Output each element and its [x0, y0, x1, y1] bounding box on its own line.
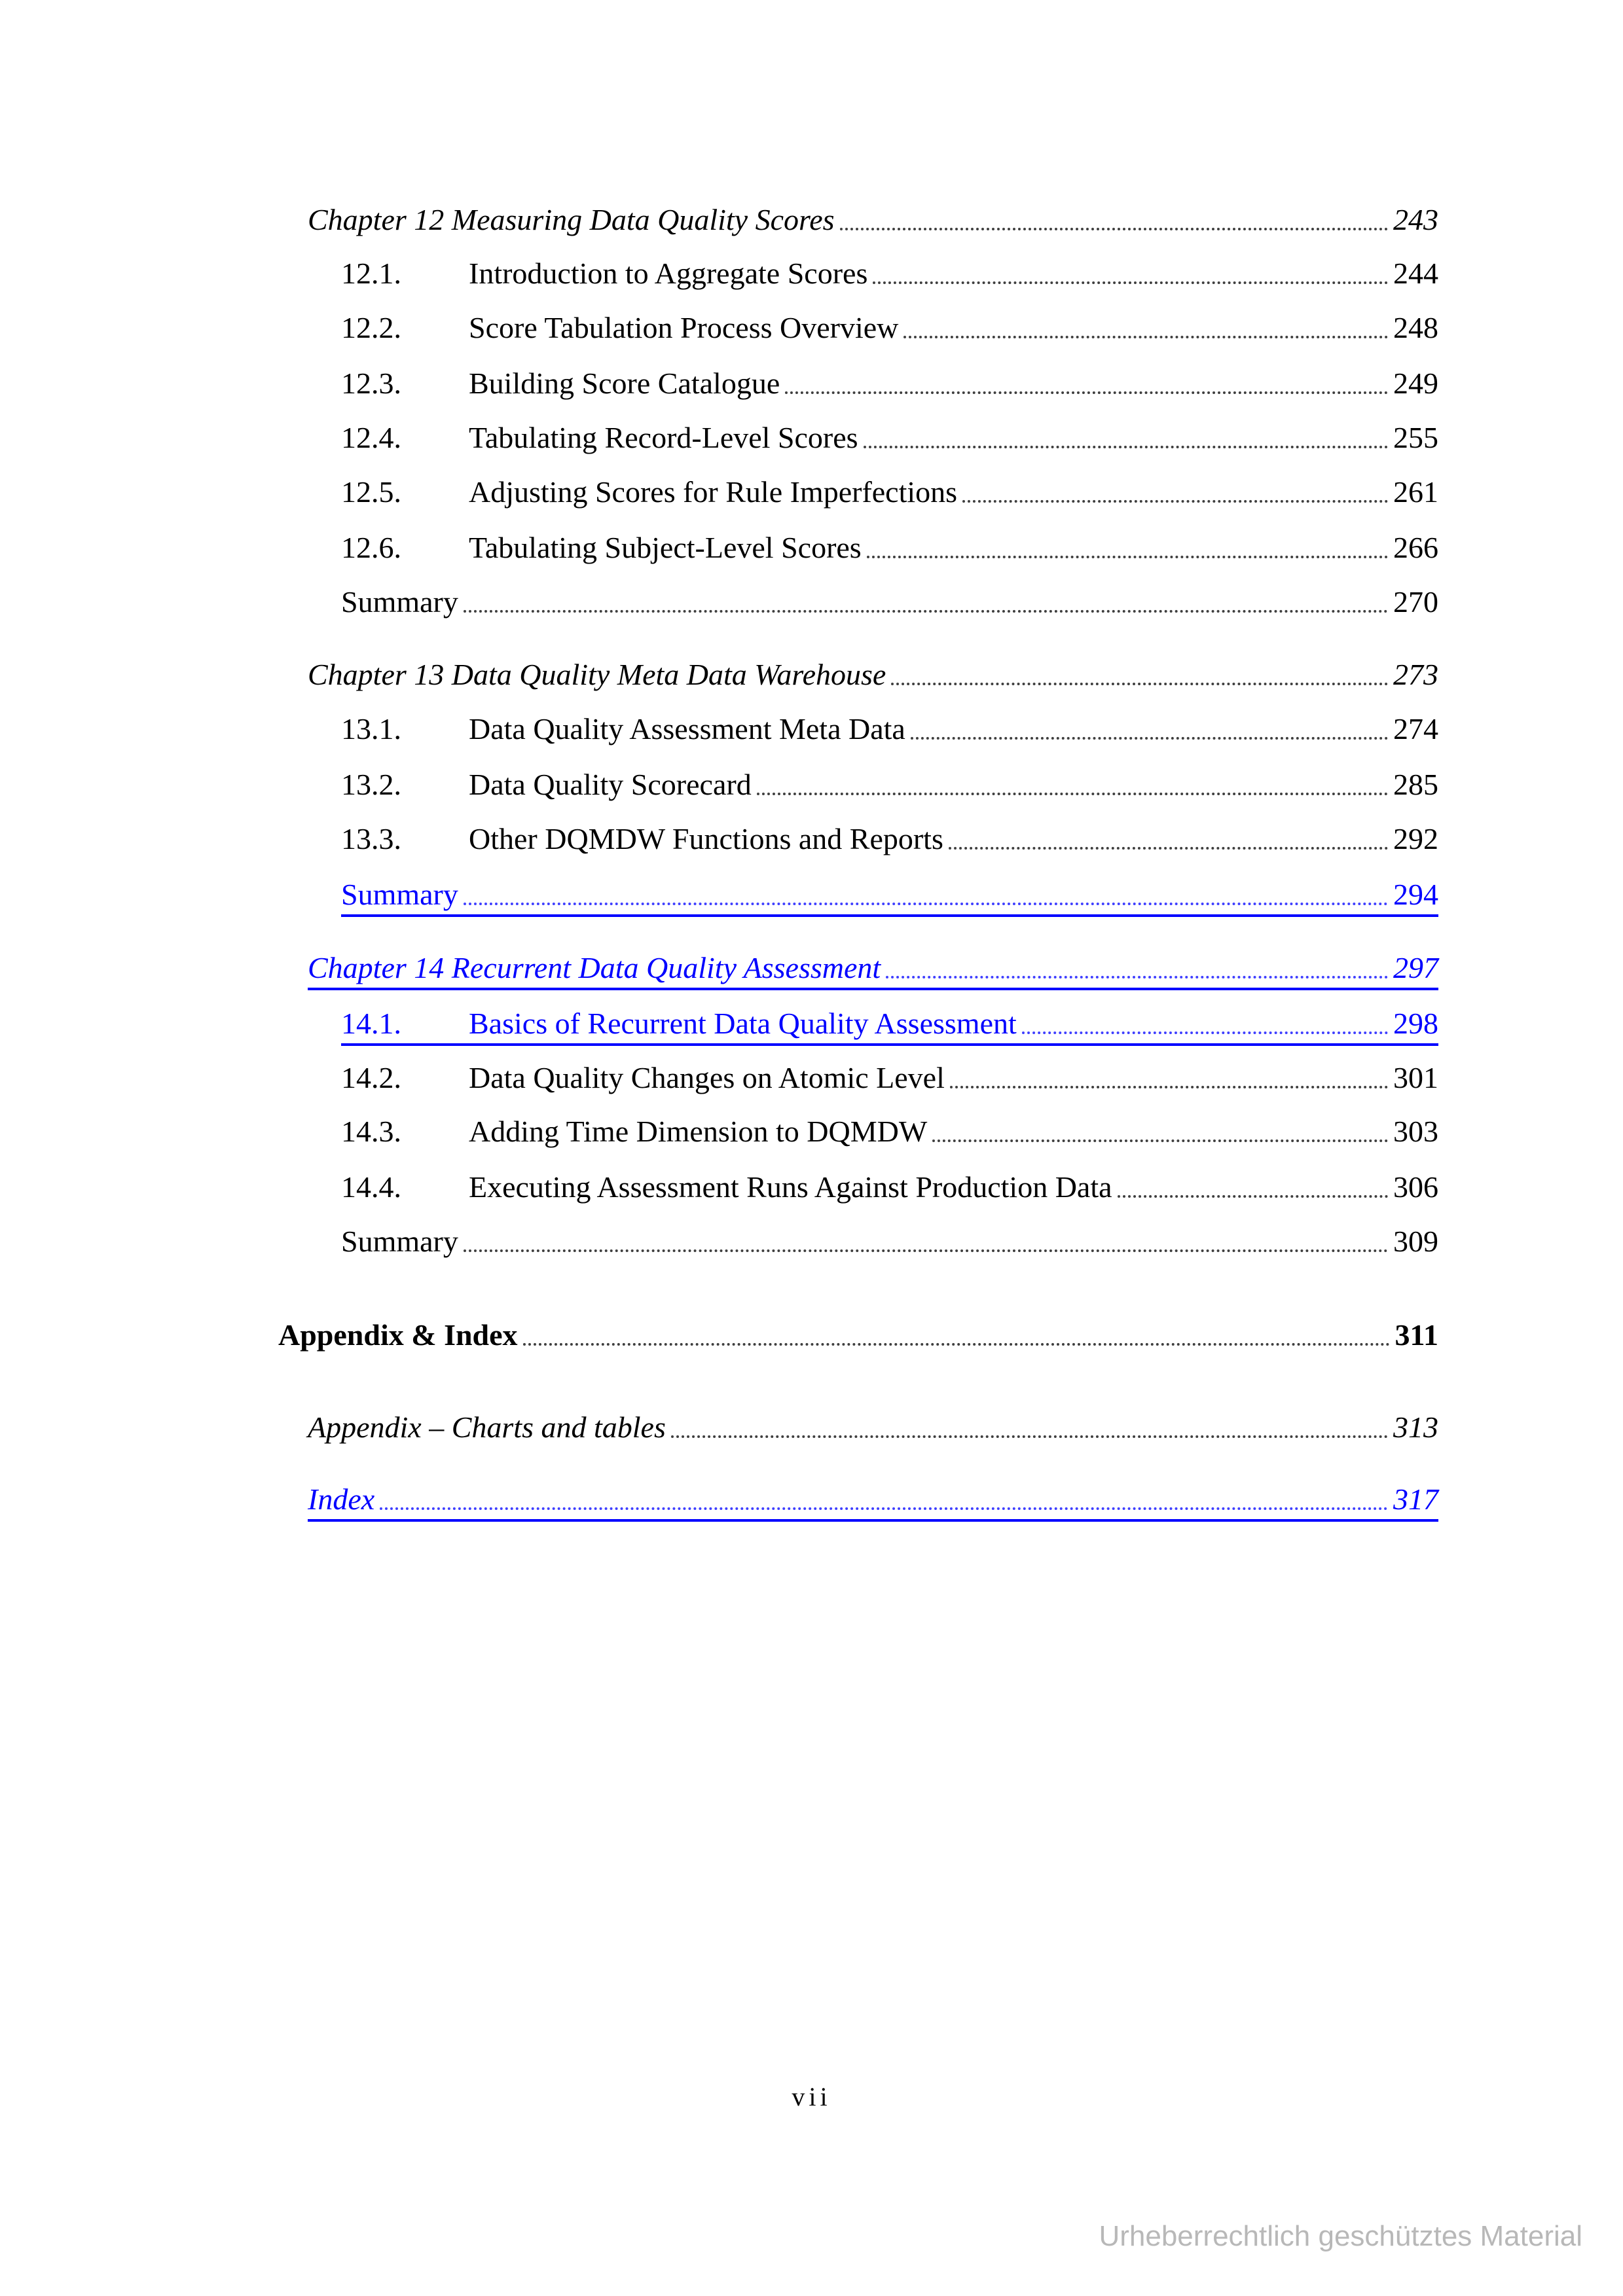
dot-leader	[785, 391, 1388, 394]
toc-title: Building Score Catalogue	[469, 367, 780, 400]
toc-section-14-4[interactable]	[341, 1168, 1438, 1207]
dot-leader	[1118, 1195, 1388, 1198]
toc-page-number: 303	[1393, 1115, 1438, 1148]
toc-page-number: 294	[1393, 878, 1438, 911]
dot-leader	[949, 847, 1388, 850]
toc-section-13-3[interactable]	[341, 819, 1438, 859]
toc-page-number: 244	[1393, 257, 1438, 290]
toc-page-number: 273	[1393, 658, 1438, 691]
toc-section-13-1[interactable]	[341, 709, 1438, 749]
toc-title: Appendix – Charts and tables	[308, 1410, 666, 1444]
toc-title: Index	[308, 1482, 375, 1516]
section-number: 13.1.	[341, 712, 401, 745]
dot-leader	[757, 793, 1388, 795]
toc-title: Tabulating Record-Level Scores	[469, 421, 858, 454]
dot-leader	[911, 737, 1388, 740]
toc-title: Chapter 14 Recurrent Data Quality Assessment	[308, 951, 881, 984]
dot-leader	[864, 446, 1388, 448]
dot-leader	[950, 1086, 1388, 1088]
toc-page-number: 309	[1393, 1225, 1438, 1258]
toc-page-number: 248	[1393, 311, 1438, 344]
toc-section-12-5[interactable]	[341, 473, 1438, 512]
section-number: 14.3.	[341, 1115, 401, 1148]
toc-title: Adjusting Scores for Rule Imperfections	[469, 475, 958, 509]
section-number: 14.4.	[341, 1170, 401, 1204]
toc-title: Chapter 12 Measuring Data Quality Scores	[308, 203, 835, 236]
toc-title: Basics of Recurrent Data Quality Assessment	[469, 1007, 1017, 1040]
dot-leader	[1022, 1031, 1388, 1034]
toc-title: Score Tabulation Process Overview	[469, 311, 899, 344]
dot-leader	[380, 1507, 1388, 1510]
toc-section-14-1-link[interactable]	[341, 1004, 1438, 1046]
toc-title: Other DQMDW Functions and Reports	[469, 822, 943, 855]
toc-title: Summary	[341, 878, 458, 911]
toc-page-number: 266	[1393, 531, 1438, 564]
dot-leader	[523, 1343, 1390, 1346]
toc-section-12-1[interactable]	[341, 254, 1438, 293]
section-number: 14.1.	[341, 1007, 401, 1040]
dot-leader	[464, 903, 1388, 905]
dot-leader	[873, 281, 1388, 284]
toc-summary-14[interactable]	[341, 1222, 1438, 1261]
copyright-watermark: Urheberrechtlich geschütztes Material	[1099, 2220, 1582, 2252]
toc-title: Data Quality Assessment Meta Data	[469, 712, 905, 745]
toc-title: Appendix & Index	[278, 1318, 518, 1352]
toc-section-13-2[interactable]	[341, 765, 1438, 804]
toc-summary-13-link[interactable]	[341, 875, 1438, 917]
toc-section-12-2[interactable]	[341, 308, 1438, 348]
toc-part-appendix-index[interactable]	[278, 1316, 1438, 1355]
toc-title: Adding Time Dimension to DQMDW	[469, 1115, 928, 1148]
toc-section-14-2[interactable]	[341, 1058, 1438, 1098]
dot-leader	[464, 1249, 1388, 1252]
toc-section-12-3[interactable]	[341, 364, 1438, 403]
toc-page-number: 306	[1393, 1170, 1438, 1204]
dot-leader	[840, 228, 1388, 230]
toc-section-12-6[interactable]	[341, 528, 1438, 567]
dot-leader	[962, 500, 1388, 503]
section-number: 13.3.	[341, 822, 401, 855]
dot-leader	[903, 336, 1388, 338]
toc-page-number: 313	[1393, 1410, 1438, 1444]
dot-leader	[886, 976, 1388, 978]
toc-page-number: 317	[1393, 1482, 1438, 1516]
toc-title: Executing Assessment Runs Against Production Data	[469, 1170, 1112, 1204]
section-number: 12.3.	[341, 367, 401, 400]
toc-page-number: 255	[1393, 421, 1438, 454]
toc-page-number: 243	[1393, 203, 1438, 236]
toc-section-12-4[interactable]	[341, 418, 1438, 457]
dot-leader	[671, 1435, 1388, 1438]
dot-leader	[932, 1139, 1388, 1142]
toc-chapter-12[interactable]	[308, 200, 1438, 240]
toc-page-number: 274	[1393, 712, 1438, 745]
toc-page-number: 249	[1393, 367, 1438, 400]
toc-title: Summary	[341, 1225, 458, 1258]
dot-leader	[891, 683, 1388, 685]
toc-title: Introduction to Aggregate Scores	[469, 257, 868, 290]
toc-page-number: 311	[1395, 1318, 1438, 1352]
section-number: 12.6.	[341, 531, 401, 564]
toc-title: Summary	[341, 585, 458, 619]
toc-page-number: 297	[1393, 951, 1438, 984]
toc-title: Data Quality Changes on Atomic Level	[469, 1061, 945, 1094]
dot-leader	[867, 556, 1388, 558]
toc-title: Chapter 13 Data Quality Meta Data Warehouse	[308, 658, 886, 691]
section-number: 12.5.	[341, 475, 401, 509]
section-number: 13.2.	[341, 768, 401, 801]
section-number: 12.2.	[341, 311, 401, 344]
toc-page-number: 261	[1393, 475, 1438, 509]
toc-appendix[interactable]	[308, 1408, 1438, 1447]
page-number: vii	[792, 2082, 831, 2111]
toc-chapter-14-link[interactable]	[308, 948, 1438, 990]
toc-page-number: 285	[1393, 768, 1438, 801]
toc-page-number: 298	[1393, 1007, 1438, 1040]
toc-page-number: 301	[1393, 1061, 1438, 1094]
toc-title: Data Quality Scorecard	[469, 768, 752, 801]
toc-summary-12[interactable]	[341, 583, 1438, 622]
section-number: 14.2.	[341, 1061, 401, 1094]
toc-page-number: 292	[1393, 822, 1438, 855]
section-number: 12.1.	[341, 257, 401, 290]
toc-chapter-13[interactable]	[308, 655, 1438, 694]
section-number: 12.4.	[341, 421, 401, 454]
toc-title: Tabulating Subject-Level Scores	[469, 531, 862, 564]
toc-page-number: 270	[1393, 585, 1438, 619]
toc-section-14-3[interactable]	[341, 1112, 1438, 1151]
dot-leader	[464, 610, 1388, 613]
toc-index-link[interactable]	[308, 1480, 1438, 1522]
